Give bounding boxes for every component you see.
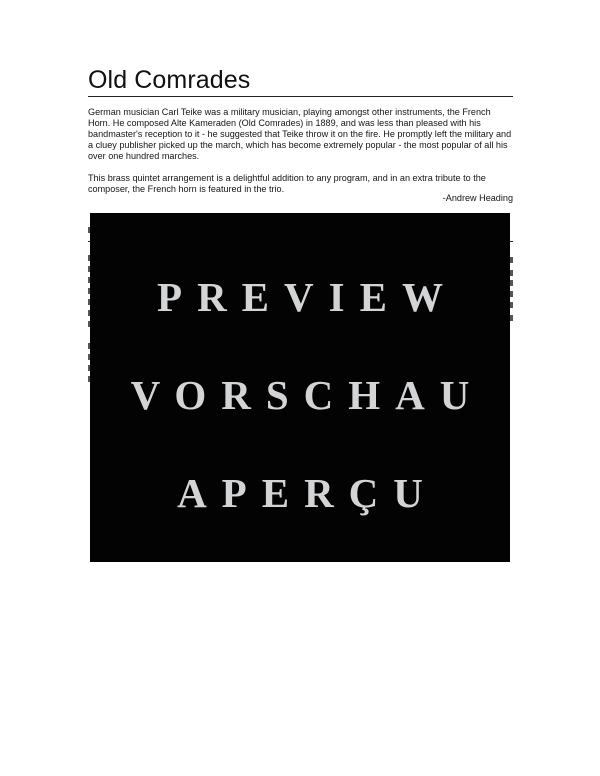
description	[88, 107, 513, 195]
page-title: Old Comrades	[88, 66, 251, 94]
attribution: -Andrew Heading	[442, 193, 513, 203]
hidden-text-fragment	[510, 280, 513, 286]
hidden-text-fragment	[510, 270, 513, 276]
title-divider	[88, 96, 513, 97]
description-paragraph: German musician Carl Teike was a military musician, playing amongst other instruments, the French Horn. He composed Alte Kameraden (Old Comrades) in 1889, and was less than pleased with his bandmaster's reception to it - he suggested that Teike throw it on the fire. He promptly left the military and a cluey publisher picked up the march, which has become extremely popular - the most popular of all his over one hundred marches.	[88, 107, 512, 161]
hidden-text-fragment	[510, 291, 513, 297]
hidden-text-fragment	[510, 302, 513, 308]
watermark-text-apercu: APERÇU	[177, 470, 438, 516]
hidden-text-fragment	[510, 257, 513, 263]
preview-watermark-overlay	[90, 213, 510, 562]
hidden-text-fragment	[510, 315, 513, 321]
description-paragraph: This brass quintet arrangement is a delightful addition to any program, and in an extra tribute to the composer, the French horn is featured in the trio.	[88, 173, 486, 194]
watermark-text-preview: PREVIEW	[157, 274, 458, 320]
watermark-text-vorschau: VORSCHAU	[130, 372, 485, 418]
